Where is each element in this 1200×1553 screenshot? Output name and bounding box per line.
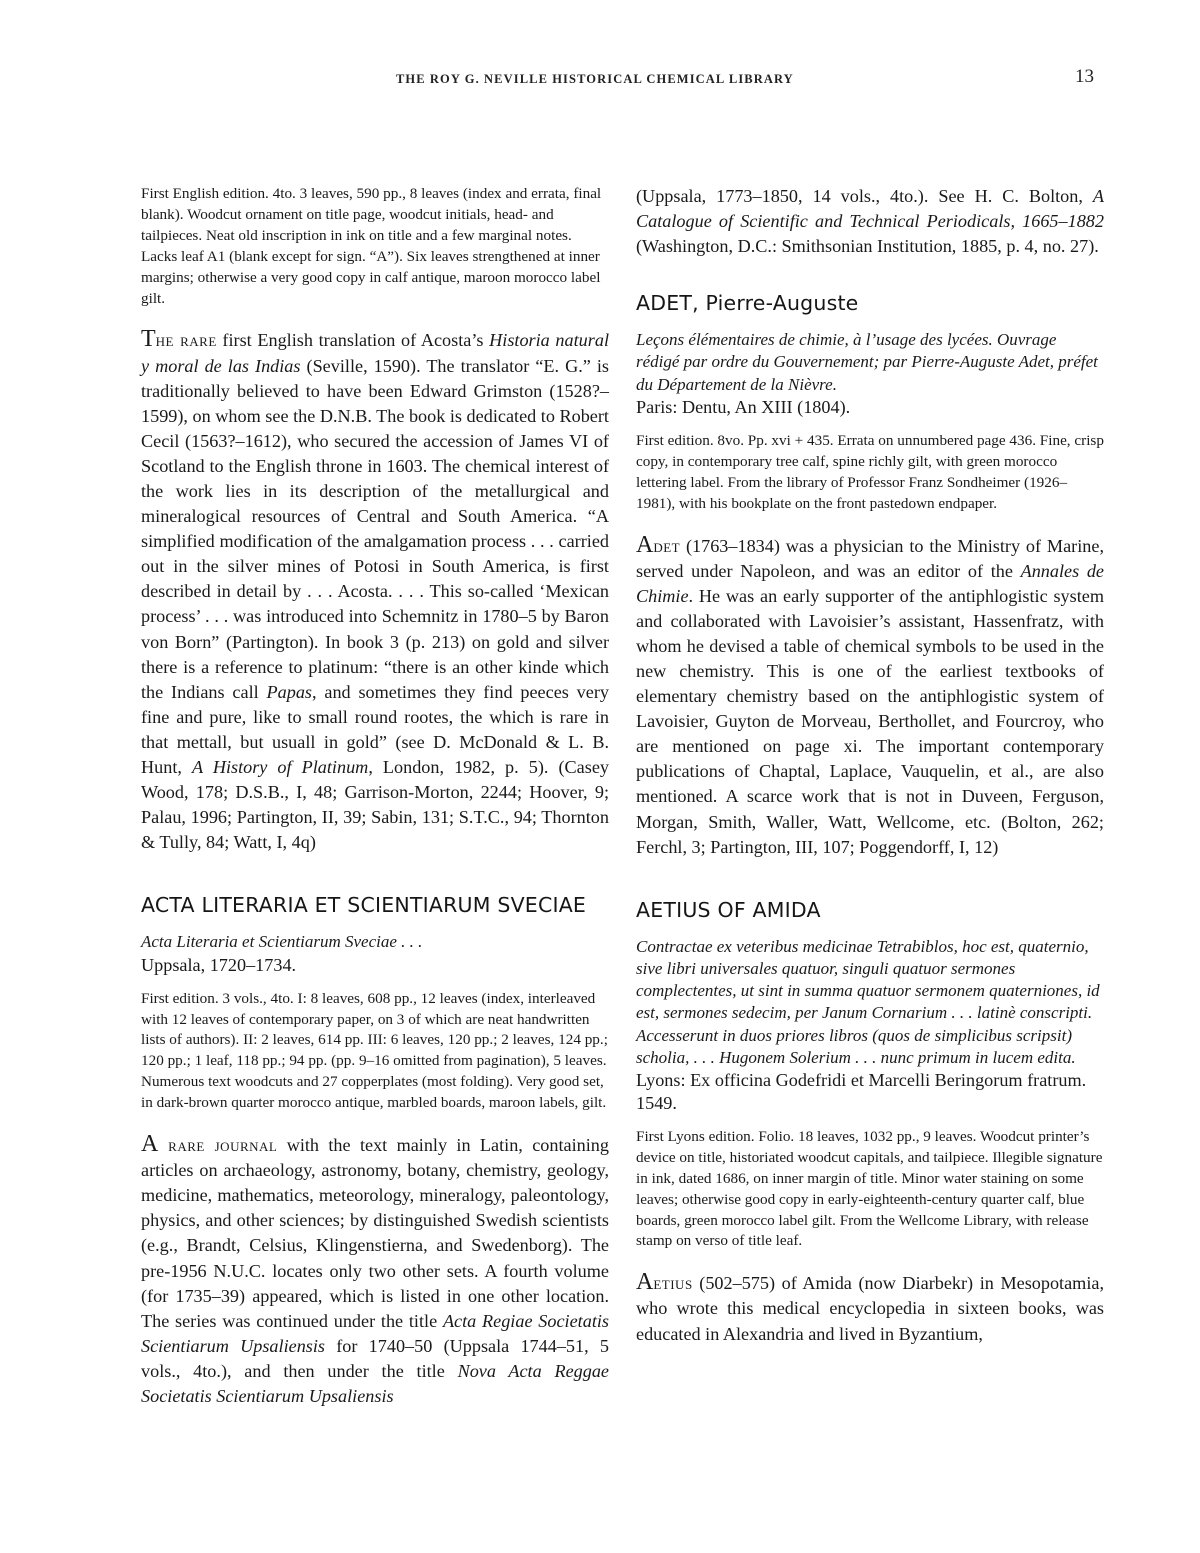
left-column — [141, 184, 609, 1431]
entry-title-aetius: Contractae ex veteribus medicinae Tetrabiblos, hoc est, quaternio, sive libri universales quatuor, singuli quatuor sermones complectentes, ut sint in summa quatuor sermonem quaterniones, id est, sermones sedecim, per Janum Cornarium . . . latinè conscripti. Accesserunt in duos priores libros (quos de simplicibus scripsit) scholia, . . . Hugonem Solerium . . . nunc primum in lucem edita. — [636, 936, 1100, 1067]
drop-initial: A — [636, 531, 654, 558]
right-column — [636, 184, 1104, 1369]
entry-title-acta: Acta Literaria et Scientiarum Sveciae . . . — [141, 932, 423, 952]
entry-imprint-acta: Uppsala, 1720–1734. — [141, 954, 297, 975]
entry-heading-adet: ADET, Pierre-Auguste — [636, 291, 859, 316]
acosta-commentary: The rare first English translation of Acosta’s Historia natural y moral de las Indias (Seville, 1590). The translator “E. G.” is traditionally believed to have been Edward Grimston (1528?–1599), on whom see the D.N.B. The book is dedicated to Robert Cecil (1563?–1612), who secured the accession of James VI of Scotland to the English throne in 1603. The chemical interest of the work lies in its description of the metallurgical and mineralogical resources of Central and South America. “A simplified modification of the amalgamation process . . . carried out in the silver mines of Potosi in South America, is first described in detail by . . . Acosta. . . . This so-called ‘Mexican process’ . . . was introduced into Schemnitz in 1780–5 by Baron von Born” (Partington). In book 3 (p. 213) on gold and silver there is a reference to platinum: “there is an other kinde which the Indians call Papas, and sometimes they find peeces very fine and pure, like to small round rootes, the which is rare in that mettall, but usuall in gold” (see D. McDonald & L. B. Hunt, A History of Platinum, London, 1982, p. 5). (Casey Wood, 178; D.S.B., I, 48; Garrison-Morton, 2244; Hoover, 9; Palau, 1996; Partington, II, 39; Sabin, 131; S.T.C., 94; Thornton & Tully, 84; Watt, I, 4q) — [141, 326, 610, 853]
entry-commentary-aetius: Aetius (502–575) of Amida (now Diarbekr) in Mesopotamia, who wrote this medical encyclopedia in sixteen books, was educated in Alexandria and lived in Byzantium, — [636, 1269, 1104, 1344]
entry-title-adet: Leçons élémentaires de chimie, à l’usage des lycées. Ouvrage rédigé par ordre du Gouvernement; par Pierre-Auguste Adet, préfet du Département de la Nièvre. — [636, 330, 1098, 394]
entry-commentary-adet: Adet (1763–1834) was a physician to the Ministry of Marine, served under Napoleon, and was an editor of the Annales de Chimie. He was an early supporter of the antiphlogistic system and collaborated with Lavoisier’s assistant, Hassenfratz, with whom he devised a table of chemical symbols to be used in the new chemistry. This is one of the earliest textbooks of elementary chemistry based on the antiphlogistic system of Lavoisier, Guyton de Morveau, Berthollet, and Fourcroy, who are mentioned on page xi. The important contemporary publications of Chaptal, Laplace, Vauquelin, et al., are also mentioned. A scarce work that is not in Duveen, Ferguson, Morgan, Smith, Waller, Watt, Wellcome, etc. (Bolton, 262; Ferchl, 3; Partington, III, 107; Poggendorff, I, 12) — [636, 531, 1104, 857]
entry-heading-acta: ACTA LITERARIA ET SCIENTIARUM SVECIAE — [141, 893, 587, 918]
entry-description-adet: First edition. 8vo. Pp. xvi + 435. Errata on unnumbered page 436. Fine, crisp copy, in contemporary tree calf, spine richly gilt, with green morocco lettering label. From the library of Professor Franz Sondheimer (1926–1981), with his bookplate on the front pastedown endpaper. — [636, 431, 1104, 512]
drop-initial: A — [141, 1131, 159, 1158]
entry-commentary-acta: A rare journal with the text mainly in Latin, containing articles on archaeology, astronomy, botany, chemistry, geology, medicine, mathematics, meteorology, mineralogy, paleontology, physics, and other sciences; by distinguished Swedish scientists (e.g., Brandt, Celsius, Klingenstierna, and Swedenborg). The pre-1956 N.U.C. locates only two other sets. A fourth volume (for 1735–39) appeared, which is listed in one other location. The series was continued under the title Acta Regiae Societatis Scientiarum Upsaliensis for 1740–50 (Uppsala 1744–51, 5 vols., 4to.), and then under the title Nova Acta Reggae Societatis Scientiarum Upsaliensis — [141, 1131, 609, 1406]
acosta-description: First English edition. 4to. 3 leaves, 590 pp., 8 leaves (index and errata, final blank). Woodcut ornament on title page, woodcut initials, head- and tailpieces. Neat old inscription in ink on title and a few marginal notes. Lacks leaf A1 (blank except for sign. “A”). Six leaves strengthened at inner margins; otherwise a very good copy in calf antique, maroon morocco label gilt. — [141, 185, 602, 307]
page-number: 13 — [1075, 66, 1094, 87]
entry-description-aetius: First Lyons edition. Folio. 18 leaves, 1032 pp., 9 leaves. Woodcut printer’s device on title, historiated woodcut capitals, and tailpiece. Illegible signature in ink, dated 1686, on inner margin of title. Minor water staining on some leaves; otherwise good copy in early-eighteenth-century quarter calf, blue boards, green morocco label gilt. From the Wellcome Library, with release stamp on verso of title leaf. — [636, 1127, 1103, 1250]
entry-heading-aetius: AETIUS OF AMIDA — [636, 897, 821, 922]
entry-imprint-aetius: Lyons: Ex officina Godefridi et Marcelli Beringorum fratrum. 1549. — [636, 1069, 1087, 1113]
drop-initial: T — [141, 326, 156, 353]
drop-initial: A — [636, 1269, 654, 1296]
acta-commentary-continued: (Uppsala, 1773–1850, 14 vols., 4to.). See H. C. Bolton, A Catalogue of Scientific and Technical Periodicals, 1665–1882 (Washington, D.C.: Smithsonian Institution, 1885, p. 4, no. 27). — [636, 186, 1104, 257]
entry-description-acta: First edition. 3 vols., 4to. I: 8 leaves, 608 pp., 12 leaves (index, interleaved with 12 leaves of contemporary paper, on 3 of which are neat handwritten lists of authors). II: 2 leaves, 614 pp. III: 6 leaves, 120 pp.; 2 leaves, 124 pp.; 120 pp.; 1 leaf, 118 pp.; 94 pp. (pp. 9–16 omitted from pagination), 5 leaves. Numerous text woodcuts and 27 copperplates (most folding). Very good set, in dark-brown quarter morocco antique, marbled boards, maroon labels, gilt. — [141, 989, 608, 1112]
running-head: THE ROY G. NEVILLE HISTORICAL CHEMICAL LIBRARY — [396, 72, 794, 86]
entry-imprint-adet: Paris: Dentu, An XIII (1804). — [636, 396, 851, 417]
